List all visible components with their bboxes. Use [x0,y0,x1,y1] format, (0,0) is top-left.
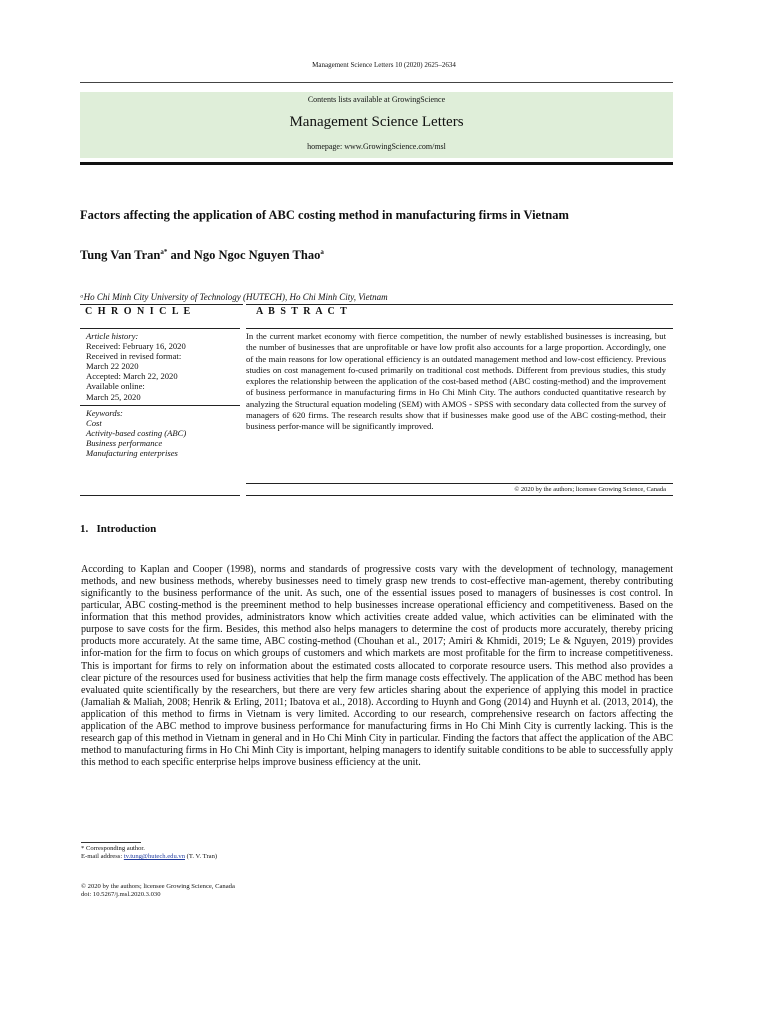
abstract-rule [246,328,673,329]
history-line: Available online: [86,381,145,392]
banner-bottom-rule [80,162,673,165]
chronicle-rule [80,328,240,329]
history-line: Received in revised format: [86,351,182,362]
abstract-copyright: © 2020 by the authors; licensee Growing Science, Canada [514,486,666,493]
corresponding-author-note: * Corresponding author. [81,845,145,852]
chronicle-heading: C H R O N I C L E [85,306,192,317]
affiliation: ᵃHo Chi Minh City University of Technology (HUTECH), Ho Chi Minh City, Vietnam [80,292,388,302]
author-affiliation-mark: a* [160,248,168,256]
email-line [81,853,217,861]
chronicle-bottom-rule [80,495,240,496]
history-label: Article history: [86,331,139,341]
keyword: Activity-based costing (ABC) [86,428,187,439]
publication-copyright: © 2020 by the authors; licensee Growing Science, Canada [81,883,235,890]
introduction-paragraph: According to Kaplan and Cooper (1998), norms and standards of progressive costs vary with the development of technology, management methods, and new business methods, whereby businesses need to timely grasp new trends to cost-effective man-agement, thereby contributing significantly to the business performance of the unit. As such, one of the essential issues posed to managers of businesses is cost control. In particular, ABC costing-method is the preeminent method to help businesses increase operational efficiency and competitiveness. Based on the information that this method provides, administrators know which activities create added value, which activities can be eliminated with the purpose to save costs for the firm. Besides, this method also helps managers to determine the cost of products more accurately, thereby pricing products more accurately. At the same time, ABC costing-method (Chouhan et al., 2017; Amiri & Khmidi, 2019; Le & Nguyen, 2019) provides infor-mation for the firm to focus on which groups of customers and which markets are most profitable for the firm to increase competitiveness. This is important for firms to rely on information about the estimated costs allocated to corporate resource users. This method also provides a clear picture of the resources used for business activities that help the firm manage costs effectively. The application of the ABC method has been evaluated quite scientifically by the researchers, but there are very few articles sharing about the experience of applying this model in practice (Jamaliah & Maliah, 2008; Henrik & Erling, 2011; Ibatova et al., 2018). According to Huynh and Gong (2014) and Huynh et al. (2013, 2014), the application of this method to firms in Vietnam is very limited. According to our research, comprehensive research on factors affecting the application of the ABC method to improve business performance for manufacturing firms in Ho Chi Minh City is currently lacking. This is the research gap of this method in Vietnam in general and in Ho Chi Minh City in particular. Finding the factors that affect the application of the ABC method to manufacturing firms in Ho Chi Minh City is important, helping managers to identify suitable conditions to be able to successfully apply this method to each specific enterprise helps improve business efficiency at the unit. [81,564,673,768]
article-history [86,331,231,402]
history-line: March 25, 2020 [86,391,141,402]
journal-banner [80,92,673,158]
history-line: Accepted: March 22, 2020 [86,371,178,382]
author-name: Tung Van Tran [80,248,161,263]
abstract-end-rule [246,495,673,496]
email-owner: (T. V. Tran) [185,853,218,861]
abstract-top-rule [246,304,673,305]
contents-line: Contents lists available at GrowingScience [307,95,446,104]
keywords-label: Keywords: [86,408,123,418]
abstract-text: In the current market economy with fierce competition, the number of newly established businesses is increasing, but the number of businesses that are unprofitable or have low profit also accounts for a large proportion. Accordingly, one of the main reasons for low operational efficiency is an outdated management method and low-cost efficiency. Previous studies on cost management fo-cused primarily on traditional cost methods. Different from previous studies, this study explores the relationship between the application of the cost-based method (ABC costing-method) and the improvement of business performance in manufacturing firms in Ho Chi Minh City. The authors conducted quantitative research by analyzing the Structural equation modeling (SEM) with AMOS - SPSS with secondary data collected from the survey of managers of 620 firms. The research results show that if businesses make good use of the ABC costing-method, their business perfor-mance will be significantly improved. [246,331,666,432]
email-link[interactable]: tv.tung@hutech.edu.vn [123,853,185,861]
footnote-rule [81,842,141,843]
footnotes [81,845,217,862]
paper-title: Factors affecting the application of ABC costing method in manufacturing firms in Vietnam [80,208,569,222]
history-line: Received: February 16, 2020 [86,341,186,352]
keywords-rule [80,405,240,406]
keyword: Cost [86,418,102,429]
author-affiliation-mark: a [320,248,324,256]
journal-homepage: homepage: www.GrowingScience.com/msl [307,142,446,151]
keyword: Manufacturing enterprises [86,448,178,459]
keyword: Business performance [86,438,163,449]
history-line: March 22 2020 [86,361,139,372]
journal-name: Management Science Letters [289,114,464,130]
running-header: Management Science Letters 10 (2020) 2625–2634 [312,61,456,69]
author-name: Ngo Ngoc Nguyen Thao [193,248,321,263]
doi: doi: 10.5267/j.msl.2020.3.030 [81,891,161,899]
abstract-heading: A B S T R A C T [256,306,349,317]
email-label: E-mail address: [81,853,124,861]
abstract-bottom-rule [246,483,673,484]
section-heading-introduction: 1. Introduction [80,523,157,535]
chronicle-top-rule [80,304,243,305]
author-connector: and [167,248,194,263]
keywords [86,408,231,458]
publication-info [81,883,235,900]
author-list [80,248,324,263]
header-rule [80,82,673,83]
